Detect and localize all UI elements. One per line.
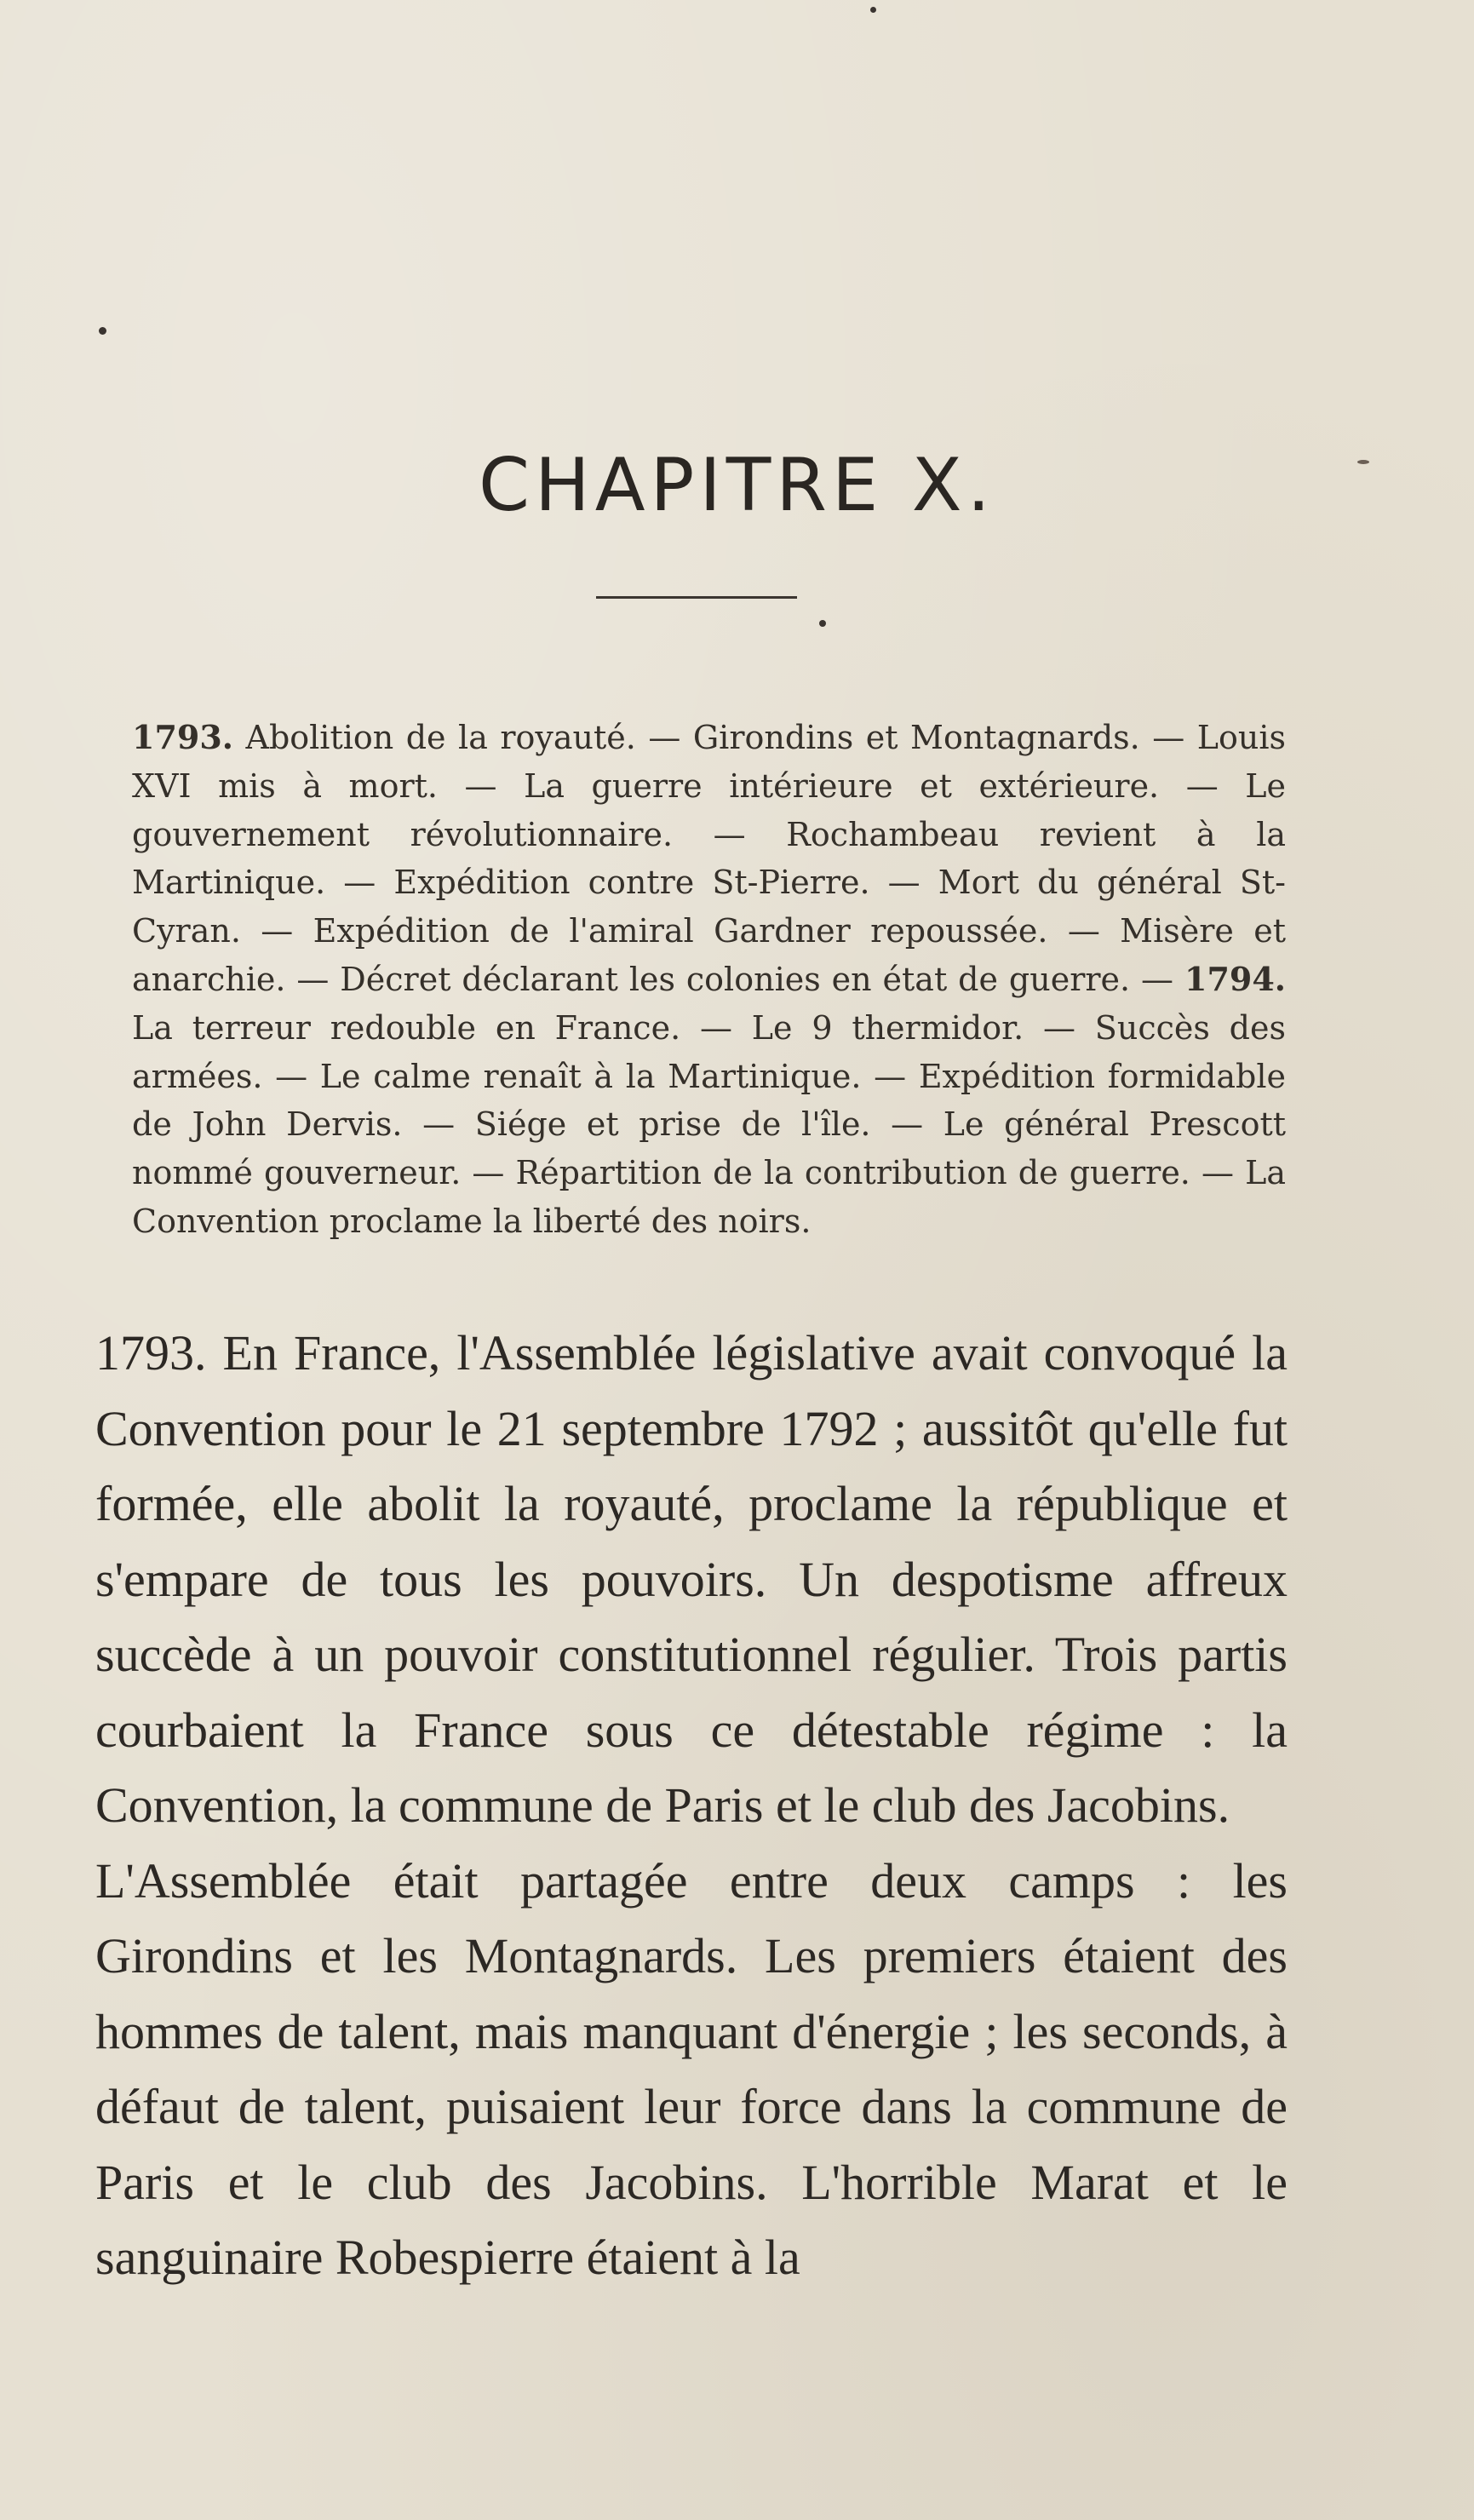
ink-speck: [819, 620, 826, 627]
body-paragraph-1: 1793. En France, l'Assemblée législative avait convoqué la Convention pour le 21 septembre 1792 ; aussitôt qu'elle fut formée, elle abolit la royauté, proclame la république et s'empare de tous les pouvoirs. Un despotisme affreux succède à un pouvoir constitutionnel régulier. Trois partis courbaient la France sous ce détestable régime : la Convention, la commune de Paris et le club des Jacobins.: [95, 1325, 1288, 1833]
title-divider: [596, 596, 797, 599]
chapter-summary: [132, 714, 1286, 1246]
chapter-title: CHAPITRE X.: [479, 443, 995, 528]
summary-year-1793: 1793.: [132, 718, 233, 756]
chapter-body: [95, 1316, 1288, 2296]
body-paragraph-2: L'Assemblée était partagée entre deux camps : les Girondins et les Montagnards. Les premiers étaient des hommes de talent, mais manquant d'énergie ; les seconds, à défaut de talent, puisaient leur force dans la commune de Paris et le club des Jacobins. L'horrible Marat et le sanguinaire Robespierre étaient à la: [95, 1852, 1288, 2285]
summary-year-1794: 1794.: [1184, 959, 1286, 998]
summary-text-1794: La terreur redouble en France. — Le 9 thermidor. — Succès des armées. — Le calme renaît à la Martinique. — Expédition formidable de John Dervis. — Siége et prise de l'île. — Le général Prescott nommé gouverneur. — Répartition de la contribution de guerre. — La Convention proclame la liberté des noirs.: [132, 1008, 1286, 1240]
summary-text-1793: Abolition de la royauté. — Girondins et Montagnards. — Louis XVI mis à mort. — La guerre intérieure et extérieure. — Le gouvernement révolutionnaire. — Rochambeau revient à la Martinique. — Expédition contre St-Pierre. — Mort du général St-Cyran. — Expédition de l'amiral Gardner repoussée. — Misère et anarchie. — Décret déclarant les colonies en état de guerre. —: [132, 719, 1286, 998]
ink-speck: [99, 327, 106, 335]
ink-speck: [870, 7, 876, 13]
